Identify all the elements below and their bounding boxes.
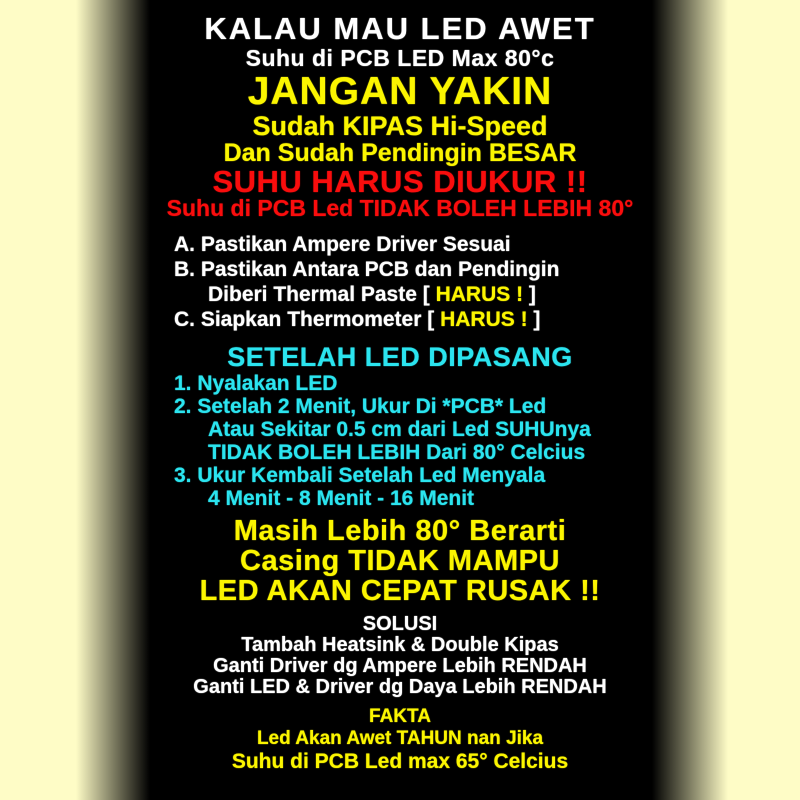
harus-highlight: HARUS ! <box>435 283 524 306</box>
solution-line-2: Ganti Driver dg Ampere Lebih RENDAH <box>213 655 587 677</box>
checklist-item-b: B. Pastikan Antara PCB dan Pendingin <box>174 258 560 281</box>
step-item-2: 2. Setelah 2 Menit, Ukur Di *PCB* Led <box>174 395 547 418</box>
steps-list <box>110 372 690 510</box>
fact-heading: FAKTA <box>369 706 431 727</box>
step-item-3b: 4 Menit - 8 Menit - 16 Menit <box>208 487 475 510</box>
fact-line-1: Led Akan Awet TAHUN nan Jika <box>256 728 544 749</box>
verdict-line-1: Masih Lebih 80° Berarti <box>233 515 567 547</box>
step-item-2b: Atau Sekitar 0.5 cm dari Led SUHUnya <box>208 418 591 441</box>
checklist-item-b2-text: Diberi Thermal Paste [ <box>208 283 436 306</box>
warning-line-1: Sudah KIPAS Hi-Speed <box>252 111 548 141</box>
solution-line-3: Ganti LED & Driver dg Daya Lebih RENDAH <box>193 676 607 698</box>
verdict-line-3: LED AKAN CEPAT RUSAK !! <box>199 575 601 607</box>
checklist-item-b2 <box>110 282 690 307</box>
alert-headline: SUHU HARUS DIUKUR !! <box>212 164 588 199</box>
warning-line-2: Dan Sudah Pendingin BESAR <box>223 139 577 167</box>
step-item-1: 1. Nyalakan LED <box>174 372 338 395</box>
verdict-line-2: Casing TIDAK MAMPU <box>240 545 560 577</box>
step-item-3: 3. Ukur Kembali Setelah Led Menyala <box>174 464 546 487</box>
poster-subtitle: Suhu di PCB LED Max 80°c <box>245 45 555 71</box>
harus-highlight: HARUS ! <box>440 308 528 331</box>
fact <box>110 706 690 774</box>
steps-heading: SETELAH LED DIPASANG <box>227 342 573 372</box>
warning-headline: JANGAN YAKIN <box>247 70 553 113</box>
checklist-item-a: A. Pastikan Ampere Driver Sesuai <box>174 233 511 256</box>
checklist-item-c <box>110 307 690 332</box>
step-item-2c: TIDAK BOLEH LEBIH Dari 80° Celcius <box>208 441 586 464</box>
solution-heading: SOLUSI <box>362 613 438 635</box>
solution-line-1: Tambah Heatsink & Double Kipas <box>241 634 559 656</box>
alert-subline: Suhu di PCB Led TIDAK BOLEH LEBIH 80° <box>166 195 634 221</box>
checklist-item-c-suffix: ] <box>527 308 541 331</box>
poster-title: KALAU MAU LED AWET <box>204 11 596 46</box>
solution <box>110 614 690 698</box>
fact-line-2: Suhu di PCB Led max 65° Celcius <box>231 750 569 773</box>
poster-content <box>110 0 690 800</box>
checklist <box>110 232 690 332</box>
checklist-item-b2-suffix: ] <box>523 283 536 306</box>
checklist-item-c-text: C. Siapkan Thermometer [ <box>174 308 441 331</box>
verdict <box>110 516 690 606</box>
